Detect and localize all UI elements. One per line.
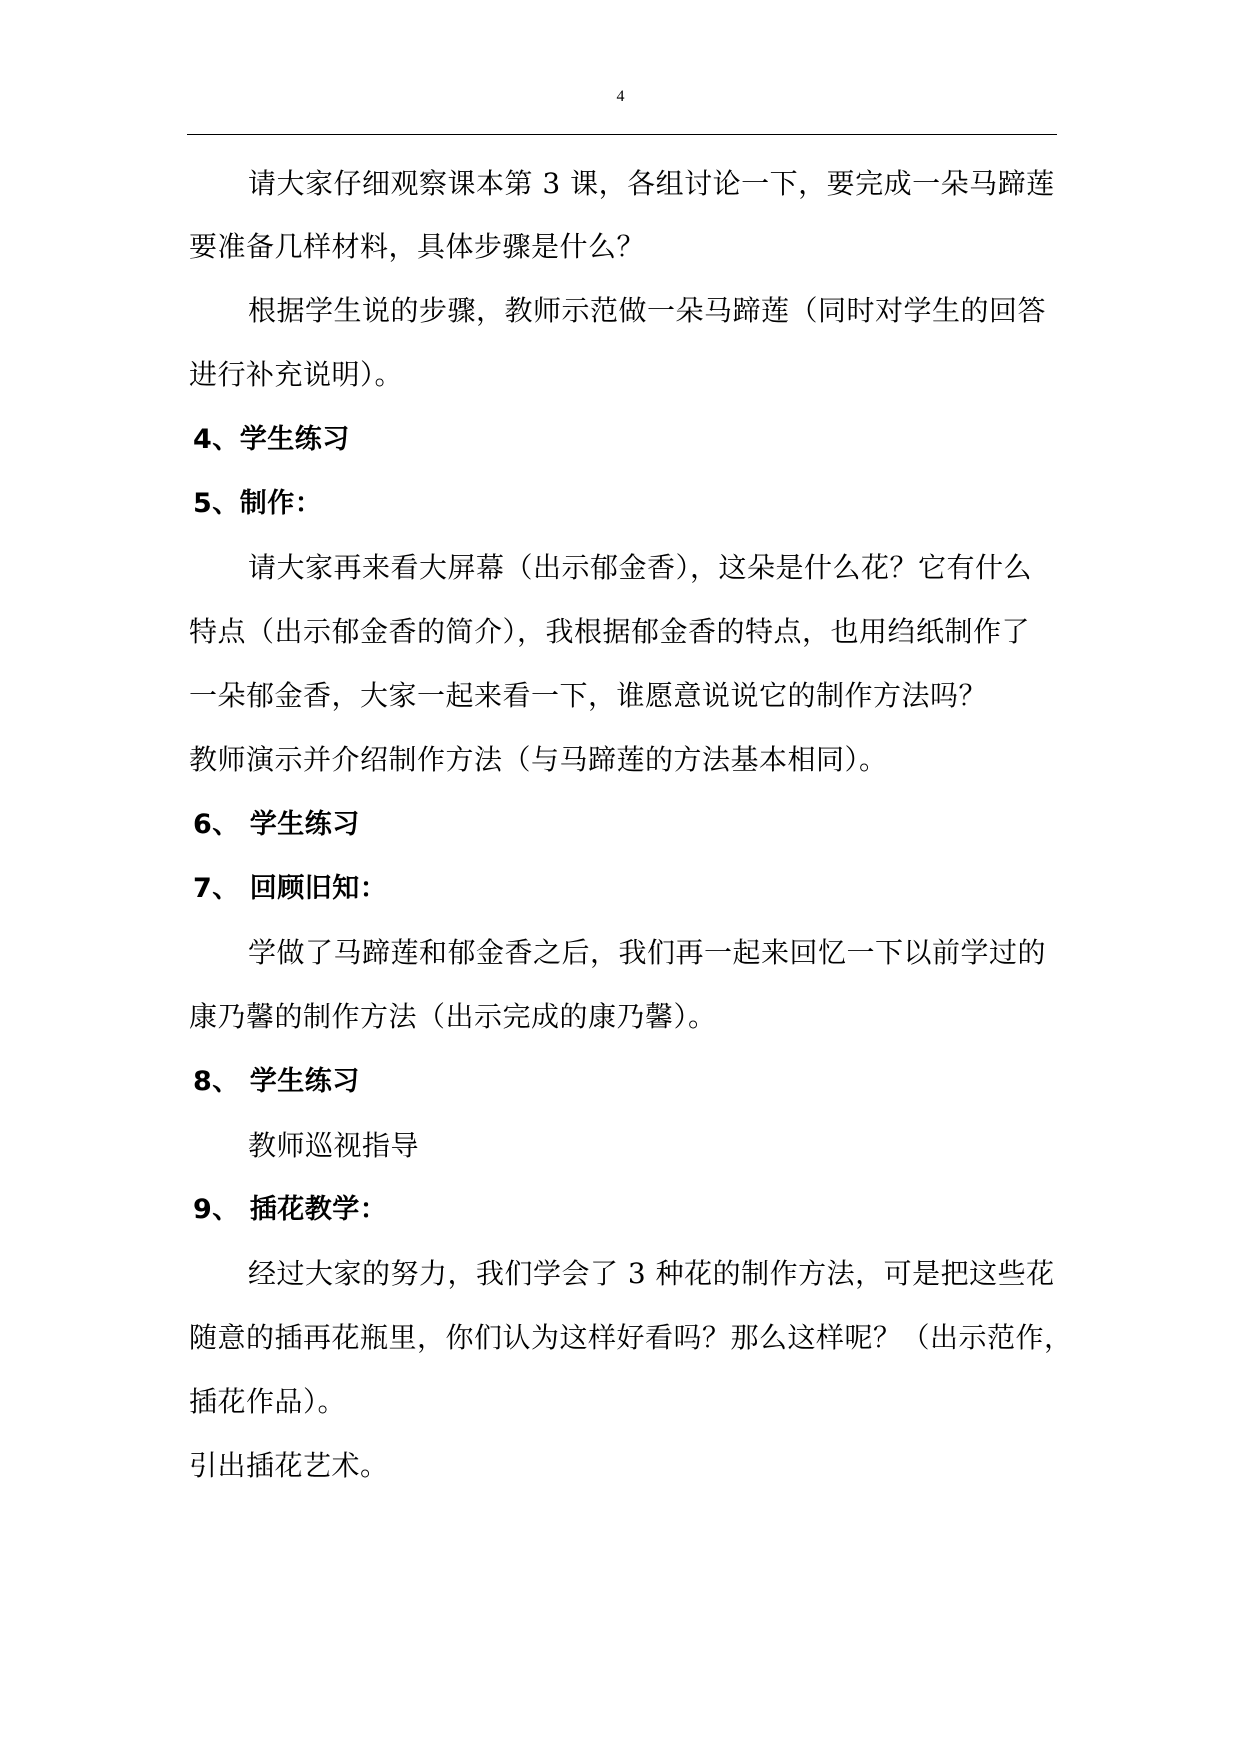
paragraph-line: 根据学生说的步骤，教师示范做一朵马蹄莲（同时对学生的回答 <box>248 294 1047 327</box>
heading-title: 、 学生练习 <box>212 809 360 840</box>
section-heading-5 <box>193 487 322 521</box>
header-rule <box>187 134 1057 135</box>
section-heading-4 <box>193 423 350 457</box>
heading-title: 、学生练习 <box>212 424 350 455</box>
heading-title: 、制作： <box>212 488 323 519</box>
heading-title: 、 插花教学： <box>212 1194 388 1225</box>
paragraph-line: 一朵郁金香，大家一起来看一下，谁愿意说说它的制作方法吗？ <box>189 679 988 712</box>
heading-title: 、 学生练习 <box>212 1066 360 1097</box>
paragraph-line: 康乃馨的制作方法（出示完成的康乃馨）。 <box>189 1000 717 1033</box>
section-heading-8 <box>193 1065 360 1099</box>
paragraph-line: 请大家仔细观察课本第 3 课，各组讨论一下，要完成一朵马蹄莲 <box>248 167 1055 200</box>
paragraph-line: 随意的插再花瓶里，你们认为这样好看吗？那么这样呢？（出示范作， <box>189 1321 1073 1354</box>
paragraph-line: 请大家再来看大屏幕（出示郁金香），这朵是什么花？它有什么 <box>248 551 1033 584</box>
paragraph-line: 进行补充说明）。 <box>189 358 404 391</box>
paragraph-line: 教师巡视指导 <box>248 1129 420 1162</box>
page-number: 4 <box>616 88 625 105</box>
paragraph-line: 经过大家的努力，我们学会了 3 种花的制作方法，可是把这些花 <box>248 1257 1055 1290</box>
section-heading-6 <box>193 808 360 842</box>
paragraph-line: 引出插花艺术。 <box>189 1449 389 1482</box>
paragraph-line: 特点（出示郁金香的简介），我根据郁金香的特点，也用绉纸制作了 <box>189 615 1031 648</box>
paragraph-line: 插花作品）。 <box>189 1385 347 1418</box>
paragraph-line: 学做了马蹄莲和郁金香之后，我们再一起来回忆一下以前学过的 <box>248 936 1047 969</box>
heading-number: 9 <box>193 1194 213 1225</box>
heading-number: 7 <box>193 873 213 904</box>
heading-number: 6 <box>193 809 213 840</box>
heading-number: 4 <box>193 424 213 455</box>
heading-number: 8 <box>193 1066 213 1097</box>
section-heading-9 <box>193 1193 387 1227</box>
paragraph-line: 要准备几样材料，具体步骤是什么？ <box>189 230 646 263</box>
heading-number: 5 <box>193 488 213 519</box>
paragraph-line: 教师演示并介绍制作方法（与马蹄莲的方法基本相同）。 <box>189 743 888 776</box>
section-heading-7 <box>193 872 387 906</box>
heading-title: 、 回顾旧知： <box>212 873 388 904</box>
